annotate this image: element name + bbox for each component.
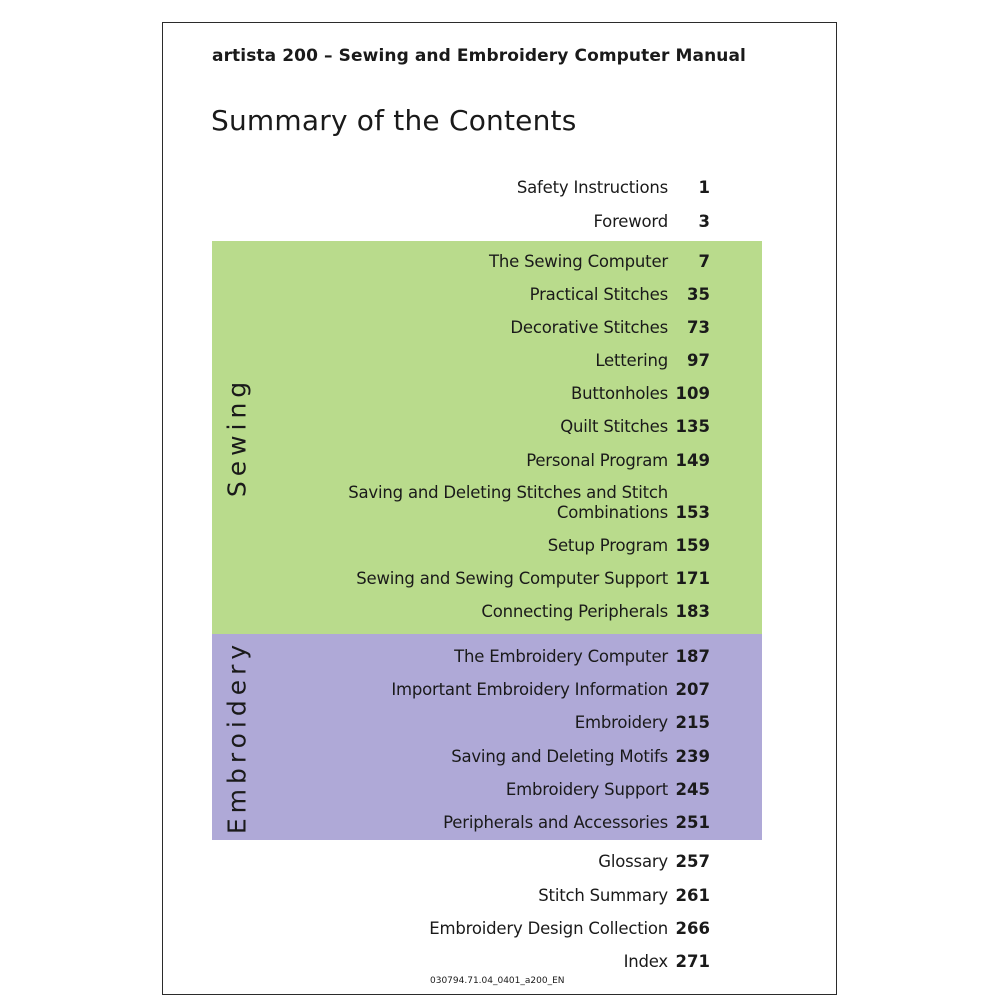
toc-entry-title: Saving and Deleting Motifs (451, 747, 668, 766)
toc-entry-title: Quilt Stitches (560, 417, 668, 436)
toc-entry-page: 207 (675, 680, 710, 699)
toc-entry-page: 97 (687, 351, 710, 370)
toc-entry-page: 35 (687, 285, 710, 304)
toc-entry[interactable] (300, 536, 712, 556)
toc-entry-page: 1 (698, 178, 710, 197)
toc-entry-title: Glossary (598, 852, 668, 871)
toc-entry-title: Stitch Summary (538, 886, 668, 905)
toc-entry-page: 153 (675, 503, 710, 522)
toc-entry-title: Decorative Stitches (510, 318, 668, 337)
toc-entry-page: 245 (675, 780, 710, 799)
toc-entry[interactable] (300, 178, 712, 198)
toc-entry-page: 109 (675, 384, 710, 403)
toc-entry-page: 135 (675, 417, 710, 436)
manual-title: artista 200 – Sewing and Embroidery Computer Manual (212, 46, 746, 66)
toc-entry[interactable] (300, 569, 712, 589)
toc-entry[interactable] (300, 384, 712, 404)
document-code: 030794.71.04_0401_a200_EN (430, 976, 565, 986)
toc-entry[interactable] (300, 747, 712, 767)
toc-entry-page: 251 (675, 813, 710, 832)
toc-entry[interactable] (300, 483, 712, 523)
toc-entry-title: Buttonholes (571, 384, 668, 403)
toc-entry[interactable] (300, 602, 712, 622)
toc-entry[interactable] (300, 351, 712, 371)
toc-entry-title: The Embroidery Computer (454, 647, 668, 666)
toc-entry-title: Embroidery (574, 713, 668, 732)
toc-entry[interactable] (300, 647, 712, 667)
toc-entry-title: Index (623, 952, 668, 971)
toc-entry[interactable] (300, 813, 712, 833)
toc-entry-title: Foreword (593, 212, 668, 231)
sewing-section-label: Sewing (222, 376, 252, 498)
toc-entry-title: Sewing and Sewing Computer Support (356, 569, 668, 588)
toc-entry[interactable] (300, 451, 712, 471)
toc-entry[interactable] (300, 919, 712, 939)
toc-entry-page: 171 (675, 569, 710, 588)
toc-entry-title: Lettering (595, 351, 668, 370)
toc-entry-page: 7 (698, 252, 710, 271)
embroidery-section-label: Embroidery (222, 639, 252, 835)
toc-entry[interactable] (300, 952, 712, 972)
toc-entry[interactable] (300, 780, 712, 800)
toc-entry-page: 266 (675, 919, 710, 938)
toc-entry-page: 215 (675, 713, 710, 732)
toc-entry-title: Practical Stitches (529, 285, 668, 304)
toc-entry-title: Embroidery Design Collection (429, 919, 668, 938)
toc-entry[interactable] (300, 252, 712, 272)
toc-entry-title: Saving and Deleting Stitches and Stitch Combinations (348, 483, 668, 522)
toc-entry-page: 149 (675, 451, 710, 470)
toc-entry-title: Important Embroidery Information (391, 680, 668, 699)
toc-entry-title: Safety Instructions (516, 178, 668, 197)
toc-entry-title: Setup Program (547, 536, 668, 555)
toc-entry-page: 3 (698, 212, 710, 231)
toc-entry-page: 261 (675, 886, 710, 905)
toc-entry[interactable] (300, 318, 712, 338)
toc-entry-page: 239 (675, 747, 710, 766)
toc-entry-title: Peripherals and Accessories (443, 813, 668, 832)
toc-entry-page: 257 (675, 852, 710, 871)
toc-entry[interactable] (300, 212, 712, 232)
toc-entry-title: Personal Program (526, 451, 668, 470)
toc-entry[interactable] (300, 852, 712, 872)
toc-entry-page: 271 (675, 952, 710, 971)
toc-entry[interactable] (300, 417, 712, 437)
toc-entry-page: 73 (687, 318, 710, 337)
toc-entry-page: 183 (675, 602, 710, 621)
toc-entry[interactable] (300, 886, 712, 906)
toc-entry[interactable] (300, 713, 712, 733)
toc-entry-title: The Sewing Computer (488, 252, 668, 271)
toc-entry-title: Embroidery Support (505, 780, 668, 799)
toc-entry[interactable] (300, 285, 712, 305)
toc-entry-page: 159 (675, 536, 710, 555)
page-title: Summary of the Contents (211, 104, 577, 137)
toc-entry-title: Connecting Peripherals (481, 602, 668, 621)
toc-entry[interactable] (300, 680, 712, 700)
toc-entry-page: 187 (675, 647, 710, 666)
